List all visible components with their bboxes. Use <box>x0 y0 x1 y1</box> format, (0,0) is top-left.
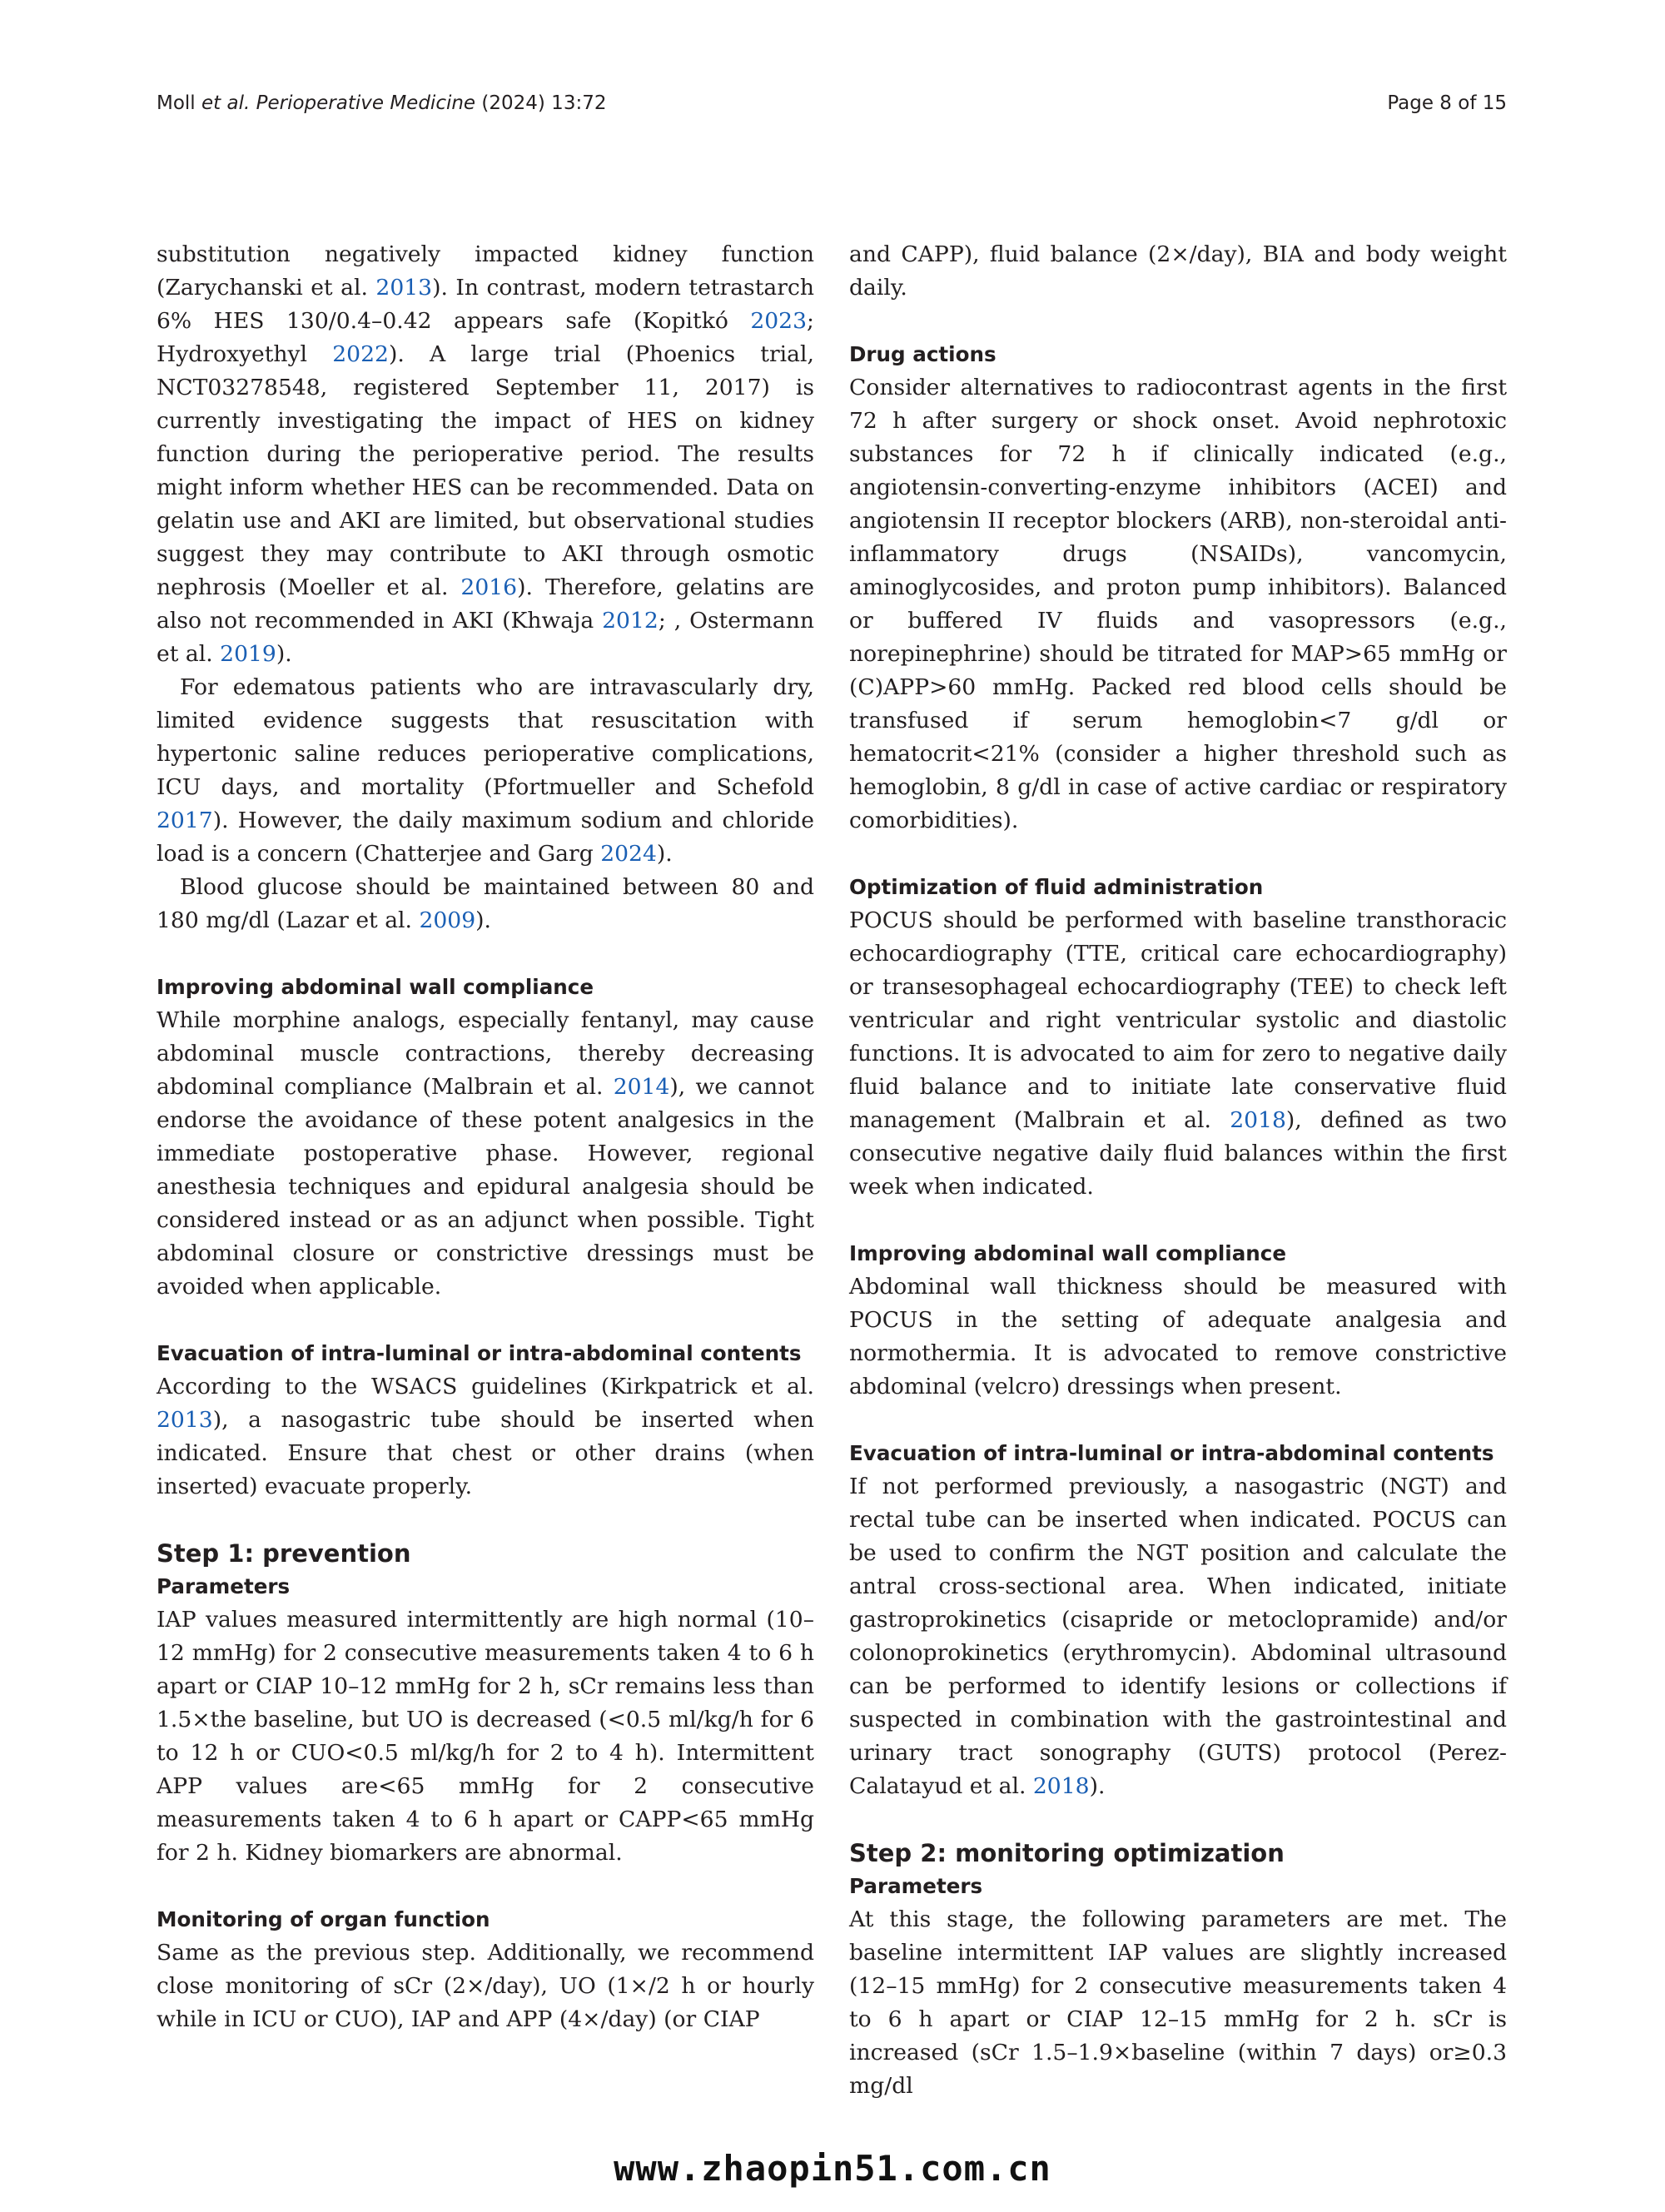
paragraph: substitution negatively impacted kidney function (Zarychanski et al. 2013). In contrast, modern tetrastarch 6% HES 130/0.4–0.42 appears safe (Kopitkó 2023; Hydroxyethyl 2022). A large trial (Phoenics trial, NCT03278548, registered September 11, 2017) is currently investigating the impact of HES on kidney function during the perioperative period. The results might inform whether HES can be recommended. Data on gelatin use and AKI are limited, but observational studies suggest they may contribute to AKI through osmotic nephrosis (Moeller et al. 2016). Therefore, gelatins are also not recommended in AKI (Khwaja 2012; , Ostermann et al. 2019). <box>157 241 814 667</box>
citation-link[interactable]: 2009 <box>419 907 476 933</box>
left-column <box>157 238 814 2036</box>
citation-link[interactable]: 2014 <box>613 1074 670 1100</box>
citation-link[interactable]: 2018 <box>1230 1107 1286 1133</box>
header-authors: Moll <box>157 92 196 114</box>
section-heading: Evacuation of intra-luminal or intra-abdominal contents <box>157 1341 802 1365</box>
journal-citation <box>157 92 606 114</box>
paragraph: For edematous patients who are intravascularly dry, limited evidence suggests that resuscitation with hypertonic saline reduces perioperative complications, ICU days, and mortality (Pfortmueller and Schefold 2017). However, the daily maximum sodium and chloride load is a concern (Chatterjee and Garg 2024). <box>157 674 814 867</box>
paragraph: and CAPP), fluid balance (2×/day), BIA and body weight daily. <box>849 241 1507 301</box>
paragraph: POCUS should be performed with baseline transthoracic echocardiography (TTE, critical care echocardiography) or transesophageal echocardiography (TEE) to check left ventricular and right ventricular systolic and diastolic functions. It is advocated to aim for zero to negative daily fluid balance and to initiate late conservative fluid management (Malbrain et al. 2018), defined as two consecutive negative daily fluid balances within the first week when indicated. <box>849 907 1508 1200</box>
header-etal: et al. <box>201 92 251 114</box>
paragraph: At this stage, the following parameters are met. The baseline intermittent IAP values are slightly increased (12–15 mmHg) for 2 consecutive measurements taken 4 to 6 h apart or CIAP 12–15 mmHg for 2 h. sCr is increased (sCr 1.5–1.9×baseline (within 7 days) or≥0.3 mg/dl <box>849 1906 1507 2099</box>
watermark: www.zhaopin51.com.cn <box>614 2148 1051 2189</box>
section-heading: Evacuation of intra-luminal or intra-abdominal contents <box>849 1441 1494 1465</box>
section-heading: Parameters <box>849 1874 983 1898</box>
paragraph: Blood glucose should be maintained between 80 and 180 mg/dl (Lazar et al. 2009). <box>157 874 814 933</box>
citation-link[interactable]: 2022 <box>332 341 389 367</box>
section-heading: Improving abdominal wall compliance <box>849 1241 1287 1265</box>
step-heading: Step 1: prevention <box>157 1539 411 1568</box>
section-heading: Drug actions <box>849 342 997 366</box>
right-column <box>849 238 1507 2103</box>
citation-link[interactable]: 2017 <box>157 808 213 833</box>
paragraph: While morphine analogs, especially fentanyl, may cause abdominal muscle contractions, thereby decreasing abdominal compliance (Malbrain et al. 2014), we cannot endorse the avoidance of these potent analgesics in the immediate postoperative phase. However, regional anesthesia techniques and epidural analgesia should be considered instead or as an adjunct when possible. Tight abdominal closure or constrictive dressings must be avoided when applicable. <box>157 1007 814 1300</box>
citation-link[interactable]: 2013 <box>157 1407 213 1433</box>
step-heading: Step 2: monitoring optimization <box>849 1839 1285 1867</box>
section-heading: Parameters <box>157 1574 291 1598</box>
citation-link[interactable]: 2023 <box>750 308 808 334</box>
section-heading: Monitoring of organ function <box>157 1907 490 1931</box>
paragraph: Same as the previous step. Additionally, we recommend close monitoring of sCr (2×/day), UO (1×/2 h or hourly while in ICU or CUO), IAP and APP (4×/day) (or CIAP <box>157 1940 814 2032</box>
paragraph: Abdominal wall thickness should be measured with POCUS in the setting of adequate analgesia and normothermia. It is advocated to remove constrictive abdominal (velcro) dressings when present. <box>849 1274 1507 1399</box>
running-header <box>157 87 1507 120</box>
section-heading: Optimization of fluid administration <box>849 875 1264 899</box>
page-number: Page 8 of 15 <box>1387 92 1507 114</box>
header-journal-name: Perioperative Medicine <box>256 92 476 114</box>
citation-link[interactable]: 2024 <box>600 841 657 867</box>
paragraph: If not performed previously, a nasogastric (NGT) and rectal tube can be inserted when indicated. POCUS can be used to confirm the NGT position and calculate the antral cross-sectional area. When indicated, initiate gastroprokinetics (cisapride or metoclopramide) and/or colonoprokinetics (erythromycin). Abdominal ultrasound can be performed to identify lesions or collections if suspected in combination with the gastrointestinal and urinary tract sonography (GUTS) protocol (Perez-Calatayud et al. 2018). <box>849 1474 1507 1799</box>
citation-link[interactable]: 2012 <box>602 608 659 634</box>
header-volume: (2024) 13:72 <box>481 92 607 114</box>
section-heading: Improving abdominal wall compliance <box>157 975 594 999</box>
citation-link[interactable]: 2013 <box>375 275 433 301</box>
citation-link[interactable]: 2018 <box>1032 1773 1090 1799</box>
paragraph: According to the WSACS guidelines (Kirkpatrick et al. 2013), a nasogastric tube should be inserted when indicated. Ensure that chest or other drains (when inserted) evacuate properly. <box>157 1374 814 1499</box>
paragraph: IAP values measured intermittently are high normal (10–12 mmHg) for 2 consecutive measurements taken 4 to 6 h apart or CIAP 10–12 mmHg for 2 h, sCr remains less than 1.5×the baseline, but UO is decreased (<0.5 ml/kg/h for 6 to 12 h or CUO<0.5 ml/kg/h for 2 to 4 h). Intermittent APP values are<65 mmHg for 2 consecutive measurements taken 4 to 6 h apart or CAPP<65 mmHg for 2 h. Kidney biomarkers are abnormal. <box>157 1607 814 1866</box>
citation-link[interactable]: 2016 <box>460 574 518 600</box>
paragraph: Consider alternatives to radiocontrast agents in the first 72 h after surgery or shock onset. Avoid nephrotoxic substances for 72 h if clinically indicated (e.g., angiotensin-converting-enzyme inhibitors (ACEI) and angiotensin II receptor blockers (ARB), non-steroidal anti-inflammatory drugs (NSAIDs), vancomycin, aminoglycosides, and proton pump inhibitors). Balanced or buffered IV fluids and vasopressors (e.g., norepinephrine) should be titrated for MAP>65 mmHg or (C)APP>60 mmHg. Packed red blood cells should be transfused if serum hemoglobin<7 g/dl or hematocrit<21% (consider a higher threshold such as hemoglobin, 8 g/dl in case of active cardiac or respiratory comorbidities). <box>849 375 1507 833</box>
citation-link[interactable]: 2019 <box>220 641 276 667</box>
